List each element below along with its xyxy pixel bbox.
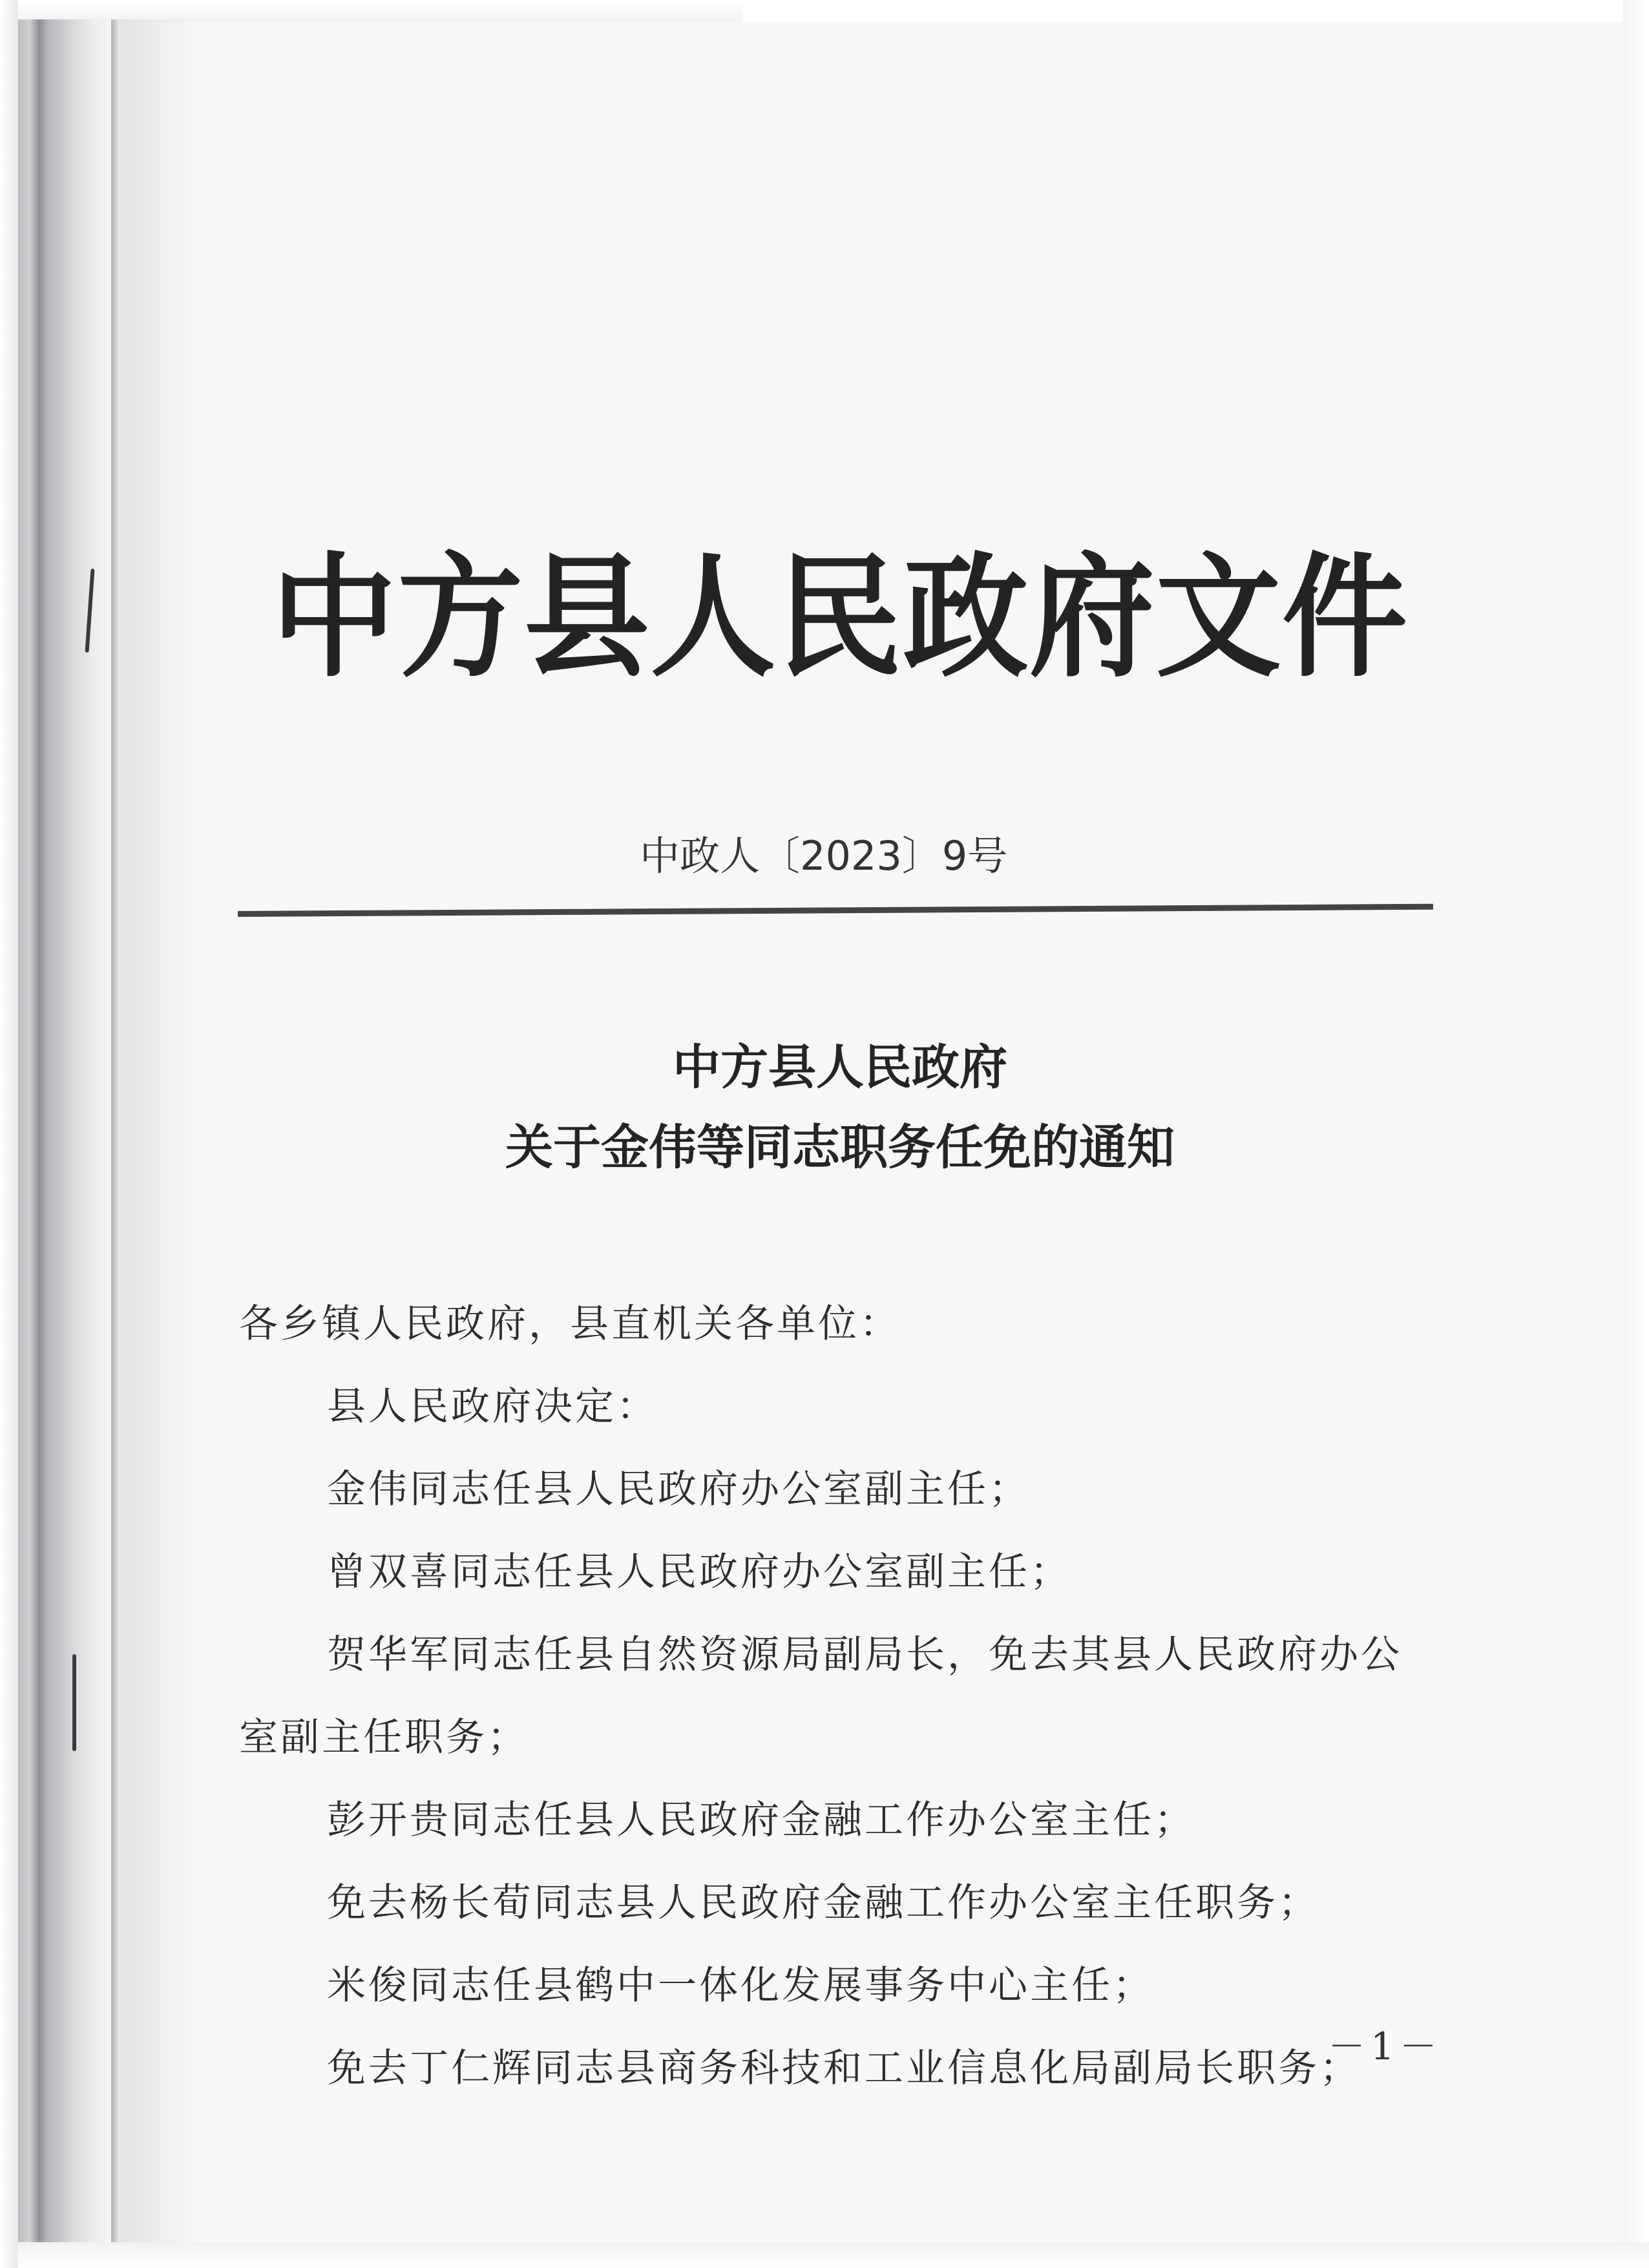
page-bottom-edge (0, 2242, 1649, 2268)
notice-title-line-1: 中方县人民政府 (673, 1040, 1007, 1095)
notice-body (239, 1283, 1447, 2110)
body-line: 免去杨长荀同志县人民政府金融工作办公室主任职务； (327, 1880, 1319, 1926)
salutation: 各乡镇人民政府，县直机关各单位： (239, 1301, 901, 1347)
page-top-margin (743, 0, 1649, 22)
document-number: 中政人〔2023〕9号 (640, 832, 1008, 879)
header-divider-line (238, 904, 1433, 917)
document-header-title: 中方县人民政府文件 (271, 539, 1409, 695)
page-top-edge (0, 0, 743, 22)
body-line: 曾双喜同志任县人民政府办公室副主任； (327, 1549, 1071, 1595)
body-line: 金伟同志任县人民政府办公室副主任； (327, 1467, 1030, 1512)
binding-shadow (18, 19, 115, 2242)
binding-outer-shadow (0, 0, 18, 2268)
notice-title (258, 1027, 1422, 1188)
body-line: 室副主任职务； (239, 1715, 529, 1760)
binding-crease (111, 19, 120, 2242)
body-line: 彭开贵同志任县人民政府金融工作办公室主任； (327, 1798, 1195, 1843)
binding-fade (120, 19, 198, 2242)
body-line: 县人民政府决定： (327, 1384, 658, 1429)
body-line: 贺华军同志任县自然资源局副局长，免去其县人民政府办公 (327, 1632, 1402, 1677)
body-line: 米俊同志任县鹤中一体化发展事务中心主任； (327, 1963, 1154, 2008)
page-number: －1－ (1328, 2024, 1442, 2068)
notice-title-line-2: 关于金伟等同志职务任免的通知 (505, 1120, 1175, 1175)
staple-mark-bottom (72, 1654, 76, 1751)
body-line: 免去丁仁辉同志县商务科技和工业信息化局副局长职务； (327, 2046, 1361, 2091)
page-right-edge (1623, 0, 1649, 2268)
